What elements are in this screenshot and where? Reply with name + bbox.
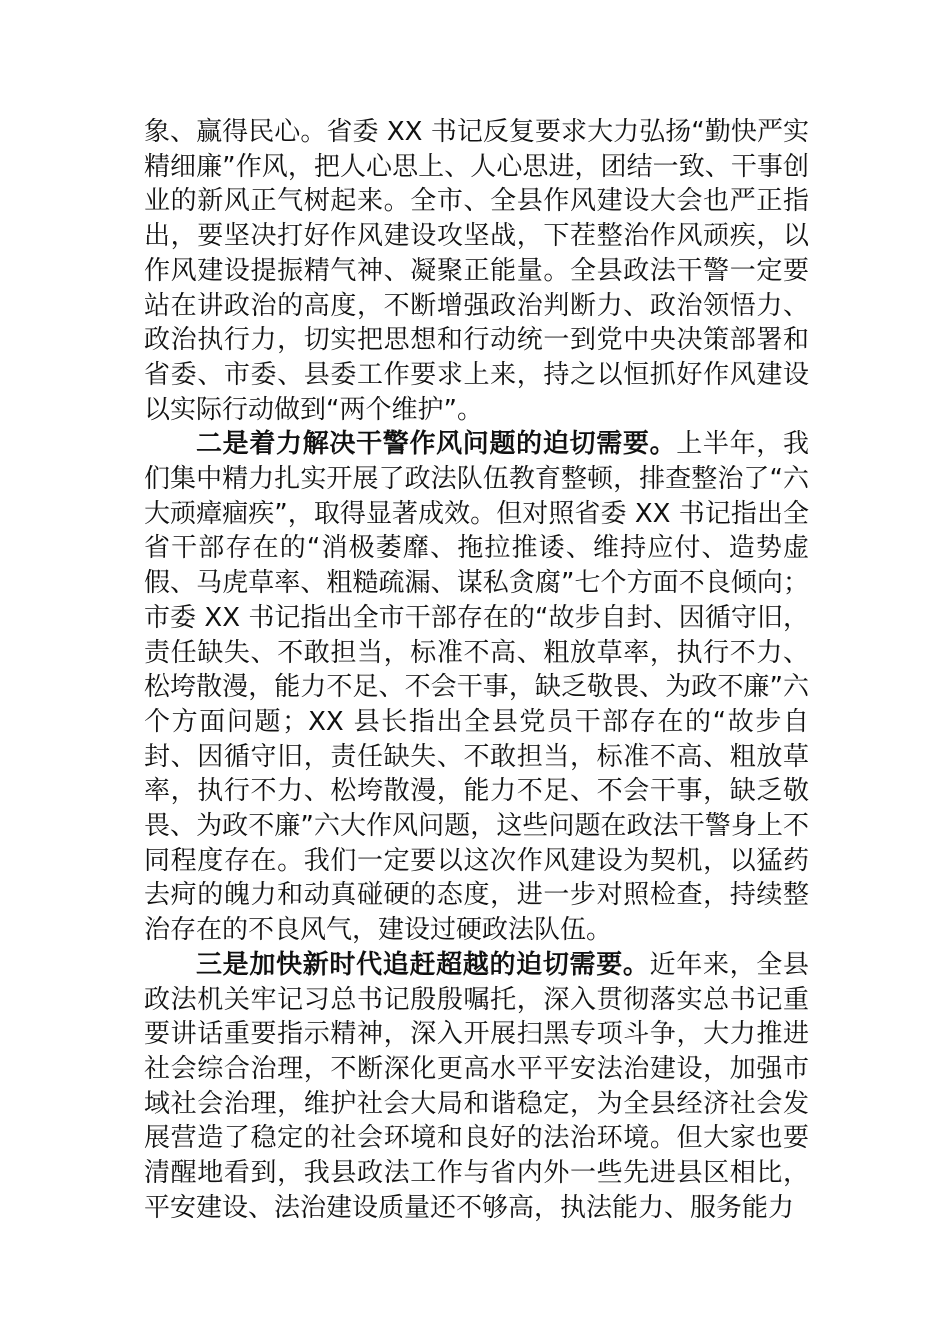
paragraph-heading: 三是加快新时代追赶超越的迫切需要。 [196, 949, 650, 980]
paragraph-text: 象、赢得民心。省委 XX 书记反复要求大力弘扬“勤快严实精细廉”作风，把人心思上、人心思进，团结一致、干事创业的新风正气树起来。全市、全县作风建设大会也严正指出，要坚决打好作风建设攻坚战，下茬整治作风顽疾，以作风建设提振精气神、凝聚正能量。全县政法干警一定要站在讲政治的高度，不断增强政治判断力、政治领悟力、政治执行力，切实把思想和行动统一到党中央决策部署和省委、市委、县委工作要求上来，持之以恒抓好作风建设以实际行动做到“两个维护”。 [144, 117, 809, 425]
paragraph-continuation [144, 115, 809, 427]
paragraph-second-point [144, 427, 809, 948]
document-page [144, 115, 809, 1226]
paragraph-heading: 二是着力解决干警作风问题的迫切需要。 [196, 429, 677, 460]
paragraph-third-point [144, 948, 809, 1226]
paragraph-text: 上半年，我们集中精力扎实开展了政法队伍教育整顿，排查整治了“六大顽瘴痼疾”，取得显著成效。但对照省委 XX 书记指出全省干部存在的“消极萎靡、拖拉推诿、维持应付、造势虚假、马虎草率、粗糙疏漏、谋私贪腐”七个方面不良倾向；市委 XX 书记指出全市干部存在的“故步自封、因循守旧，责任缺失、不敢担当，标准不高、粗放草率，执行不力、松垮散漫，能力不足、不会干事，缺乏敬畏、为政不廉”六个方面问题；XX 县长指出全县党员干部存在的“故步自封、因循守旧，责任缺失、不敢担当，标准不高、粗放草率，执行不力、松垮散漫，能力不足、不会干事，缺乏敬畏、为政不廉”六大作风问题，这些问题在政法干警身上不同程度存在。我们一定要以这次作风建设为契机，以猛药去疴的魄力和动真碰硬的态度，进一步对照检查，持续整治存在的不良风气，建设过硬政法队伍。 [144, 429, 809, 946]
paragraph-text: 近年来，全县政法机关牢记习总书记殷殷嘱托，深入贯彻落实总书记重要讲话重要指示精神，深入开展扫黑专项斗争，大力推进社会综合治理，不断深化更高水平平安法治建设，加强市域社会治理，维护社会大局和谐稳定，为全县经济社会发展营造了稳定的社会环境和良好的法治环境。但大家也要清醒地看到，我县政法工作与省内外一些先进县区相比，平安建设、法治建设质量还不够高，执法能力、服务能力 [144, 949, 809, 1223]
